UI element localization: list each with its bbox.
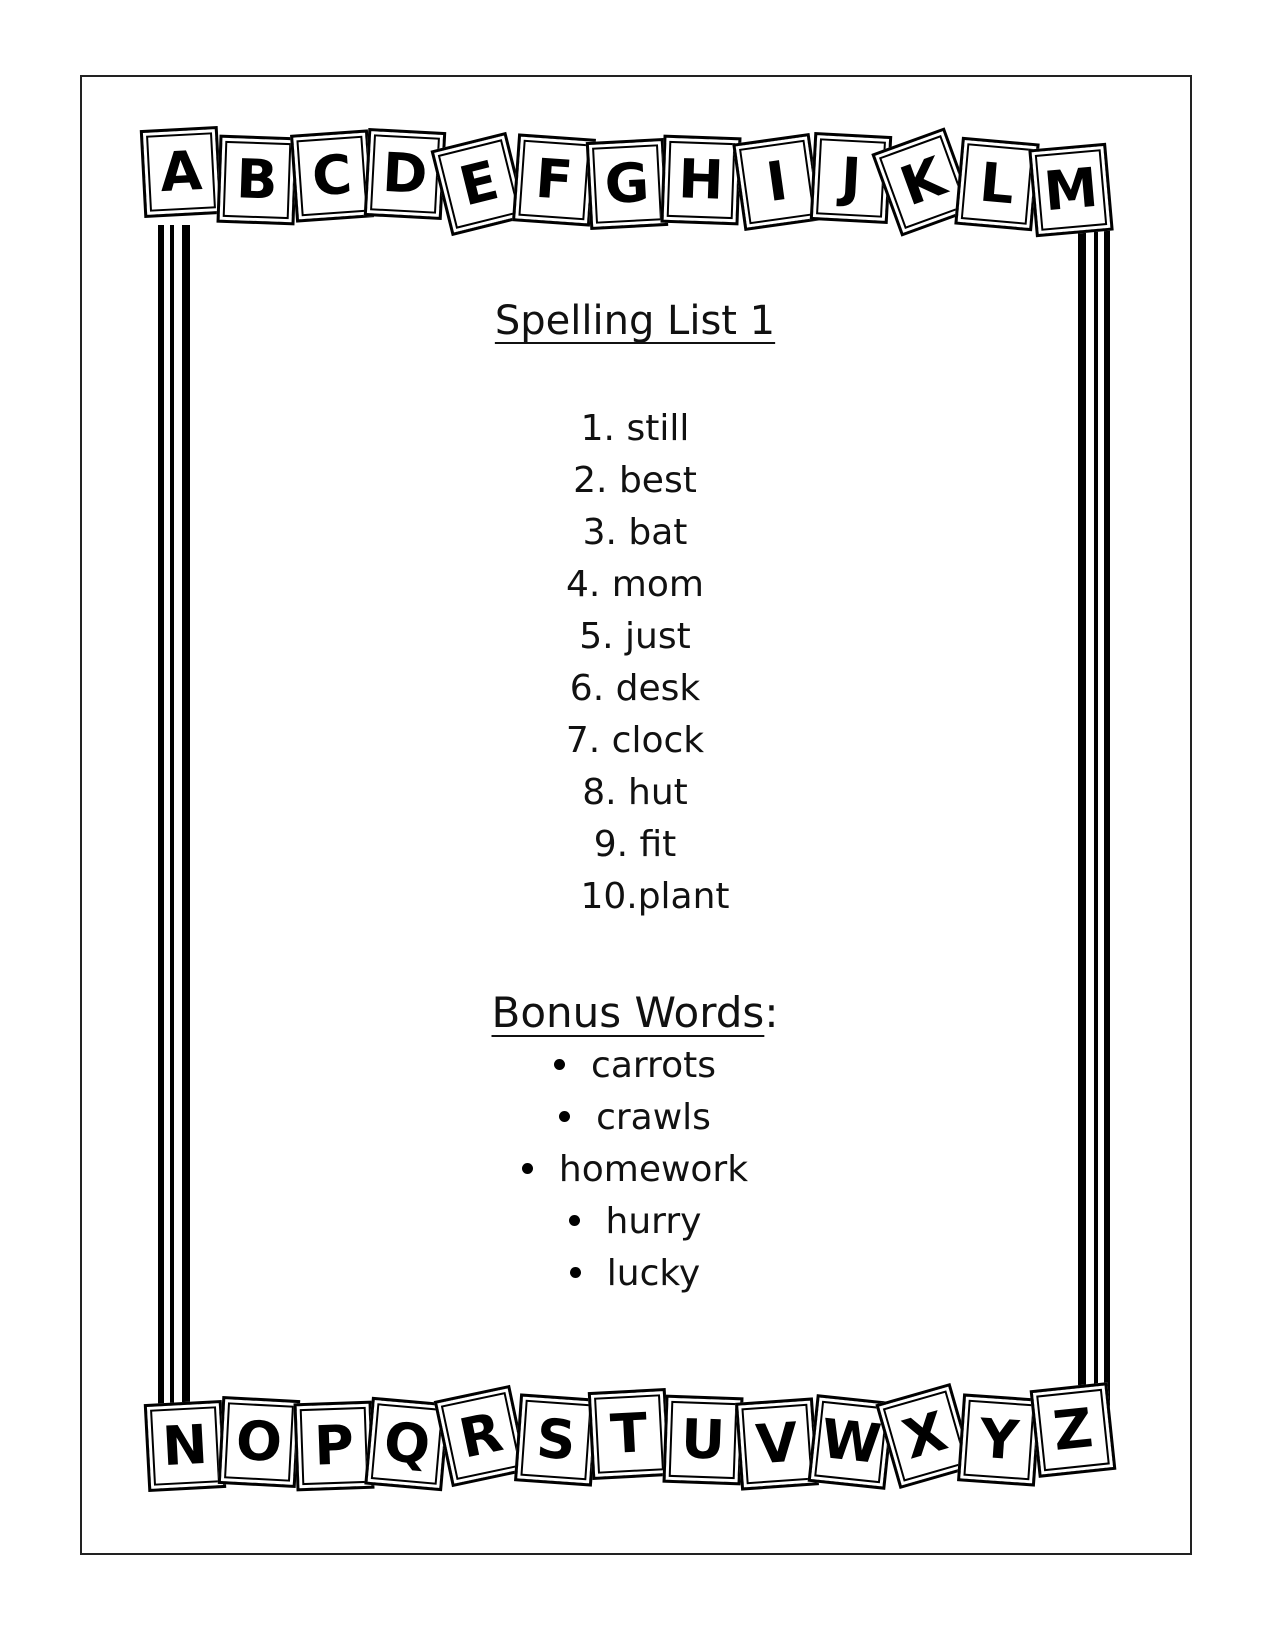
list-item	[200, 1248, 1070, 1300]
bonus-heading-colon: :	[764, 988, 779, 1037]
letter-tile: S	[514, 1393, 598, 1486]
spelling-word-list	[200, 403, 1070, 923]
letter-tile: H	[660, 135, 741, 226]
list-item: 3. bat	[582, 512, 688, 553]
letter-tile: Z	[1030, 1382, 1117, 1478]
bullet-icon	[559, 1111, 570, 1122]
letter-tile: I	[732, 133, 821, 231]
letter-tile: K	[871, 127, 974, 236]
letter-tile: W	[808, 1394, 895, 1490]
letter-tile: L	[954, 137, 1039, 231]
letter-tile: N	[144, 1400, 226, 1492]
letter-tile: B	[216, 135, 297, 226]
letter-tile: J	[810, 132, 892, 224]
frame-post-right	[1078, 225, 1112, 1415]
letter-tile: C	[290, 129, 374, 222]
letter-tile: Y	[957, 1393, 1041, 1486]
bullet-icon	[554, 1059, 565, 1070]
frame-post-left	[158, 225, 192, 1415]
bullet-icon	[522, 1163, 533, 1174]
list-item: 4. mom	[566, 564, 704, 605]
bonus-word: crawls	[596, 1097, 711, 1138]
letter-tile: M	[1028, 143, 1113, 237]
bonus-word: homework	[558, 1149, 749, 1190]
bonus-heading	[200, 988, 1070, 1037]
bonus-heading-label: Bonus Words	[491, 988, 765, 1037]
list-item: 1. still	[580, 408, 690, 449]
letter-tile: P	[293, 1401, 374, 1492]
letter-tile: F	[512, 133, 596, 226]
letter-tile: O	[218, 1396, 300, 1488]
bonus-word-list	[200, 1040, 1070, 1300]
letter-tile: X	[875, 1383, 974, 1489]
list-item: 6. desk	[569, 668, 701, 709]
list-item: 5. just	[579, 616, 691, 657]
bonus-word: lucky	[606, 1253, 701, 1294]
letter-tile: U	[662, 1395, 743, 1486]
letter-tile: V	[735, 1397, 819, 1490]
list-item	[200, 1092, 1070, 1144]
letter-tile: Q	[364, 1397, 449, 1491]
letter-tile: E	[431, 132, 528, 236]
list-item: 7. clock	[565, 720, 705, 761]
letter-tile: R	[434, 1385, 529, 1487]
bullet-icon	[569, 1215, 580, 1226]
list-item: 10.plant	[580, 876, 730, 917]
letter-tile: D	[364, 128, 446, 220]
list-item	[200, 1196, 1070, 1248]
letter-tile: T	[588, 1388, 670, 1480]
letter-tile: G	[586, 138, 668, 230]
bullet-icon	[570, 1267, 581, 1278]
list-item	[200, 1040, 1070, 1092]
list-item: 8. hut	[582, 772, 688, 813]
page-title: Spelling List 1	[494, 298, 776, 344]
letter-tile: A	[140, 126, 222, 218]
bonus-word: hurry	[605, 1201, 702, 1242]
bonus-word: carrots	[591, 1045, 716, 1086]
list-item: 9. fit	[593, 824, 677, 865]
list-item	[200, 1144, 1070, 1196]
list-item: 2. best	[573, 460, 697, 501]
